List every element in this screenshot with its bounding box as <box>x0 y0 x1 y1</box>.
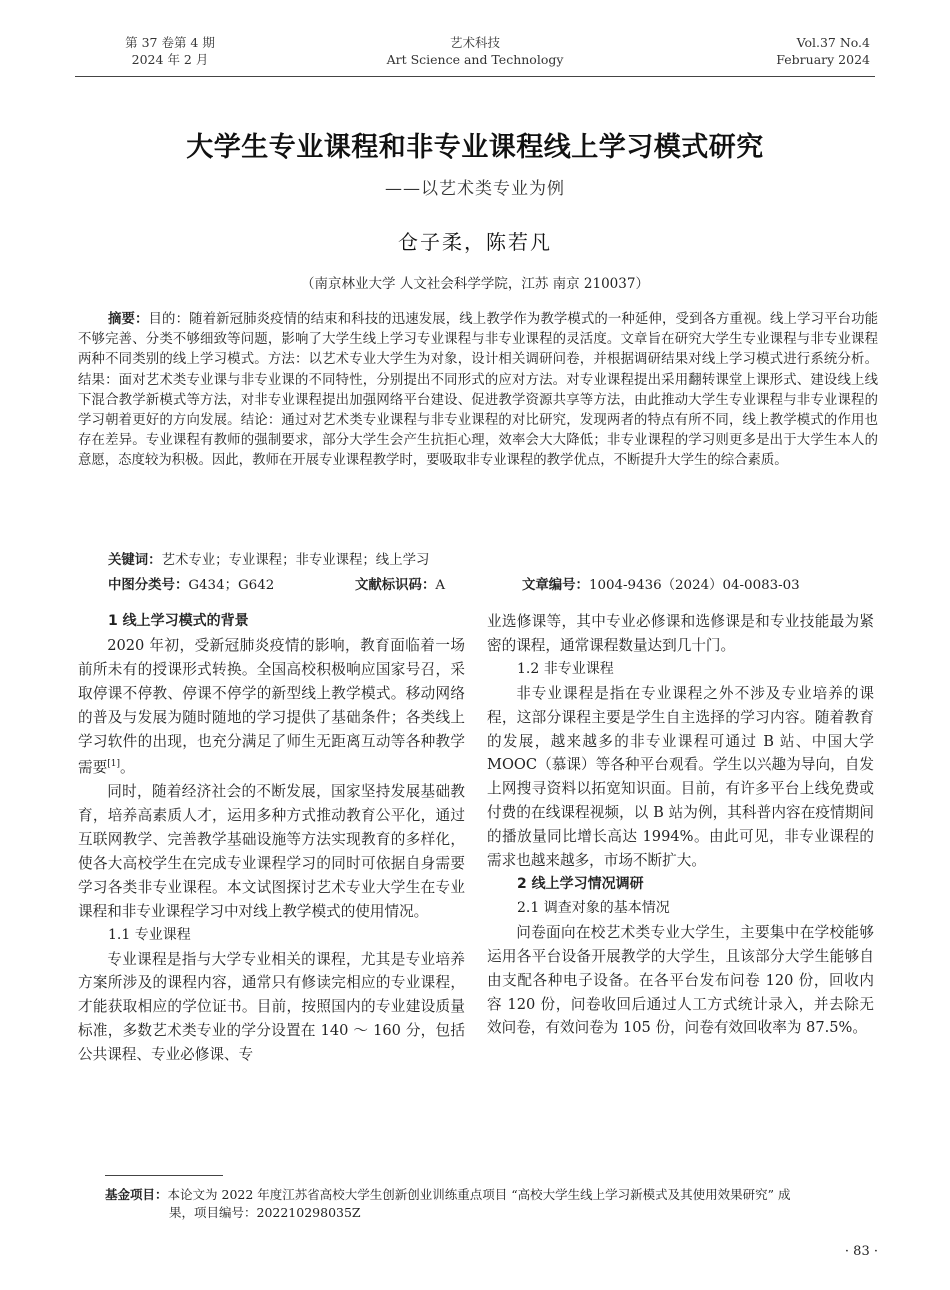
header-divider <box>75 76 875 77</box>
paper-subtitle: ——以艺术类专业为例 <box>385 179 565 199</box>
funding-footnote <box>105 1186 877 1222</box>
article-value: 1004-9436（2024）04-0083-03 <box>588 578 800 593</box>
section-heading-1: 1 线上学习模式的背景 <box>108 613 249 629</box>
journal-name <box>375 34 575 68</box>
paragraph: 问卷面向在校艺术类专业大学生，主要集中在学校能够运用各平台设备开展教学的大学生，且该部分大学生能够自由支配各种电子设备。在各平台发布问卷 120 份，回收内容 120 份，问卷收回后通过人工方式统计录入，并去除无效问卷，有效问卷为 105 份，问卷有效回收率为 87.5%。 <box>487 923 874 1037</box>
abstract <box>78 310 878 472</box>
paragraph-text: 2020 年初，受新冠肺炎疫情的影响，教育面临着一场前所未有的授课形式转换。全国高校积极响应国家号召，采取停课不停教、停课不停学的新型线上教学模式。移动网络的普及与发展为随时随地的学习提供了基础条件；各类线上学习软件的出现，也充分满足了师生无距离互动等各种教学需要 <box>78 636 465 777</box>
clc-value: G434；G642 <box>188 578 275 593</box>
footnote-line1: 本论文为 2022 年度江苏省高校大学生创新创业训练重点项目 “高校大学生线上学习新模式及其使用效果研究” 成 <box>167 1187 791 1202</box>
clc-number <box>108 574 274 593</box>
paragraph-end: 。 <box>119 759 135 777</box>
keywords-text: 艺术专业；专业课程；非专业课程；线上学习 <box>161 553 430 568</box>
footnote-divider <box>105 1175 223 1176</box>
keywords-label: 关键词： <box>108 553 162 568</box>
paragraph: 同时，随着经济社会的不断发展，国家坚持发展基础教育，培养高素质人才，运用多种方式推动教育公平化，通过互联网教学、完善教学基础设施等方法实现教育的多样化，使各大高校学生在完成专业课程学习的同时可依据自身需要学习各类非专业课程。本文试图探讨艺术专业大学生在专业课程和非专业课程学习中对线上教学模式的使用情况。 <box>78 783 465 920</box>
doc-value: A <box>435 578 446 593</box>
paragraph: 专业课程是指与大学专业相关的课程，尤其是专业培养方案所涉及的课程内容，通常只有修读完相应的专业课程，才能获取相应的学位证书。目前，按照国内的专业建设质量标准，多数艺术类专业的学分设置在 140 ～ 160 分，包括公共课程、专业必修课、专 <box>78 950 465 1064</box>
journal-name-cn: 艺术科技 <box>449 35 500 50</box>
subsection-heading-1-2: 1.2 非专业课程 <box>517 660 614 677</box>
page-number: · 83 · <box>844 1244 878 1259</box>
footnote-label: 基金项目： <box>105 1187 168 1202</box>
running-header <box>0 0 950 76</box>
journal-issue-info-en <box>730 34 870 68</box>
clc-label: 中图分类号： <box>108 578 189 593</box>
footnote-line2: 果，项目编号：202210298035Z <box>169 1205 361 1220</box>
paragraph-continued: 业选修课等，其中专业必修课和选修课是和专业技能最为紧密的课程，通常课程数量达到几十门。 <box>487 613 874 654</box>
abstract-label: 摘要： <box>108 312 149 327</box>
body-column-left <box>78 610 465 1067</box>
date-cn: 2024 年 2 月 <box>131 52 209 67</box>
authors: 仓子柔，陈若凡 <box>398 230 552 254</box>
subsection-heading-1-1: 1.1 专业课程 <box>108 926 191 943</box>
volume-issue-en: Vol.37 No.4 <box>796 35 870 50</box>
date-en: February 2024 <box>776 52 870 67</box>
citation-1[interactable]: [1] <box>107 759 120 770</box>
keywords <box>108 549 878 568</box>
abstract-text: 目的：随着新冠肺炎疫情的结束和科技的迅速发展，线上教学作为教学模式的一种延伸，受到各方重视。线上学习平台功能不够完善、分类不够细致等问题，影响了大学生线上学习专业课程与非专业课程的灵活度。文章旨在研究大学生专业课程与非专业课程两种不同类别的线上学习模式。方法：以艺术专业大学生为对象，设计相关调研问卷，并根据调研结果对线上学习模式进行系统分析。结果：面对艺术类专业课与非专业课的不同特性，分别提出不同形式的应对方法。对专业课程提出采用翻转课堂上课形式、建设线上线下混合教学新模式等方法，对非专业课程提出加强网络平台建设、促进教学资源共享等方法，由此推动大学生专业课程与非专业课程的学习朝着更好的方向发展。结论：通过对艺术类专业课程与非专业课程的对比研究，发现两者的特点有所不同，线上教学模式的作用也存在差异。专业课程有教师的强制要求，部分大学生会产生抗拒心理，效率会大大降低；非专业课程的学习则更多是出于大学生本人的意愿，态度较为积极。因此，教师在开展专业课程教学时，要吸取非专业课程的教学优点，不断提升大学生的综合素质。 <box>78 312 879 469</box>
paragraph <box>78 634 465 780</box>
doc-label: 文献标识码： <box>355 578 436 593</box>
document-code <box>355 574 445 593</box>
paper-title: 大学生专业课程和非专业课程线上学习模式研究 <box>186 132 764 163</box>
section-heading-2: 2 线上学习情况调研 <box>517 875 644 892</box>
paragraph: 非专业课程是指在专业课程之外不涉及专业培养的课程，这部分课程主要是学生自主选择的学习内容。随着教育的发展，越来越多的非专业课程可通过 B 站、中国大学 MOOC（慕课）等各种平台观看。学生以兴趣为导向，自发上网搜寻资料以拓宽知识面。目前，有许多平台上线免费或付费的在线课程视频，以 B 站为例，其科普内容在疫情期间的播放量同比增长高达 1994%。由此可见，非专业课程的需求也越来越多，市场不断扩大。 <box>487 684 874 870</box>
volume-issue-cn: 第 37 卷第 4 期 <box>125 35 215 50</box>
affiliation: （南京林业大学 人文社会科学学院，江苏 南京 210037） <box>301 276 649 292</box>
article-label: 文章编号： <box>522 578 589 593</box>
journal-issue-info <box>110 34 230 68</box>
body-column-right <box>487 610 874 1040</box>
journal-name-en: Art Science and Technology <box>386 52 564 67</box>
article-number <box>522 574 800 593</box>
subsection-heading-2-1: 2.1 调查对象的基本情况 <box>517 899 670 916</box>
